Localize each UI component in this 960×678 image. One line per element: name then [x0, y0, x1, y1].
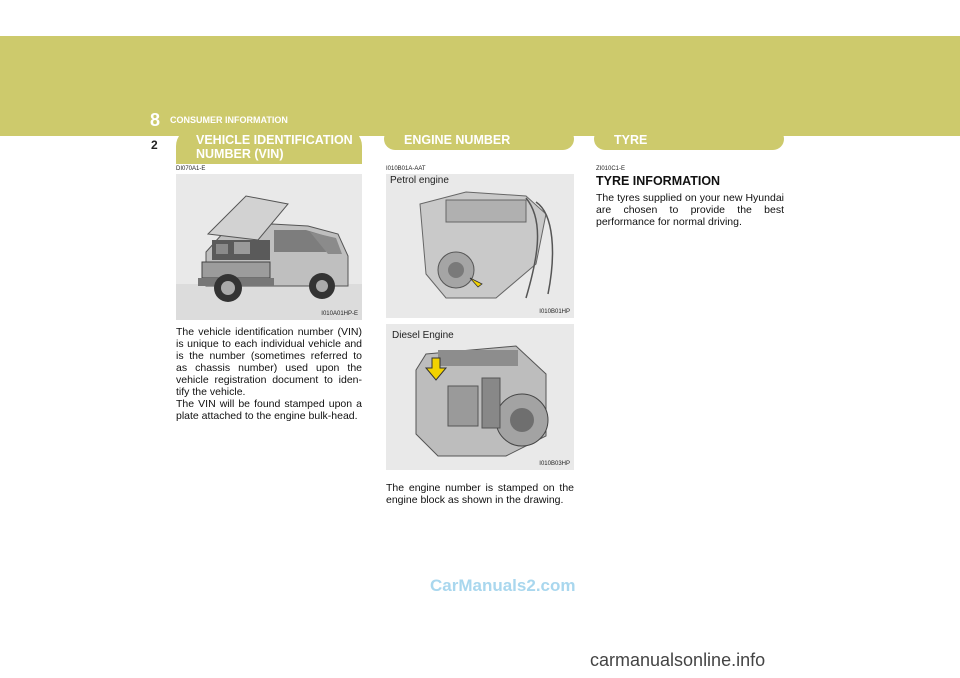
vin-description — [176, 326, 362, 422]
header-band — [0, 36, 960, 136]
figure-label-vin: I010A01HP-E — [321, 311, 358, 317]
diesel-engine-title: Diesel Engine — [392, 330, 454, 341]
tyre-description — [596, 192, 784, 228]
page-number: 2 — [151, 138, 158, 152]
vin-paragraph-2: The VIN will be found stamped upon a plate attached to the engine bulk-head. — [176, 398, 362, 422]
section-tab-vin — [176, 128, 362, 164]
petrol-engine-title: Petrol engine — [390, 175, 449, 186]
watermark-center: CarManuals2.com — [430, 576, 576, 595]
section-code-tyre: ZI010C1-E — [596, 166, 626, 172]
petrol-engine-illustration — [386, 174, 574, 318]
tyre-paragraph: The tyres supplied on your new Hyundai are chosen to provide the best performance for normal driving. — [596, 192, 784, 228]
petrol-engine-figure — [386, 174, 574, 318]
figure-label-petrol: I010B01HP — [539, 309, 570, 315]
section-tab-tyre — [594, 128, 784, 150]
section-title-engine: ENGINE NUMBER — [404, 133, 511, 147]
section-tab-engine — [384, 128, 574, 150]
tyre-heading: TYRE INFORMATION — [596, 174, 721, 188]
diesel-engine-figure — [386, 324, 574, 470]
vin-paragraph-1: The vehicle identification number (VIN) is unique to each individual vehicle and is the number (sometimes referred to as chassis number) used upon the vehicle registration document to iden-tify the vehicle. — [176, 326, 362, 398]
watermark-footer: carmanualsonline.info — [590, 650, 766, 670]
figure-label-diesel: I010B03HP — [539, 461, 570, 467]
engine-description — [386, 482, 574, 506]
section-title-tyre: TYRE — [614, 133, 648, 147]
section-title-vin: VEHICLE IDENTIFICATION NUMBER (VIN) — [196, 133, 353, 161]
engine-paragraph: The engine number is stamped on the engine block as shown in the drawing. — [386, 482, 574, 506]
section-code-engine: I010B01A-AAT — [386, 166, 426, 172]
chapter-number: 8 — [150, 110, 161, 130]
chapter-title: CONSUMER INFORMATION — [170, 115, 288, 125]
diesel-engine-illustration — [386, 324, 574, 470]
suv-illustration — [176, 174, 362, 320]
section-code-vin: DI070A1-E — [176, 166, 206, 172]
vehicle-figure — [176, 174, 362, 320]
